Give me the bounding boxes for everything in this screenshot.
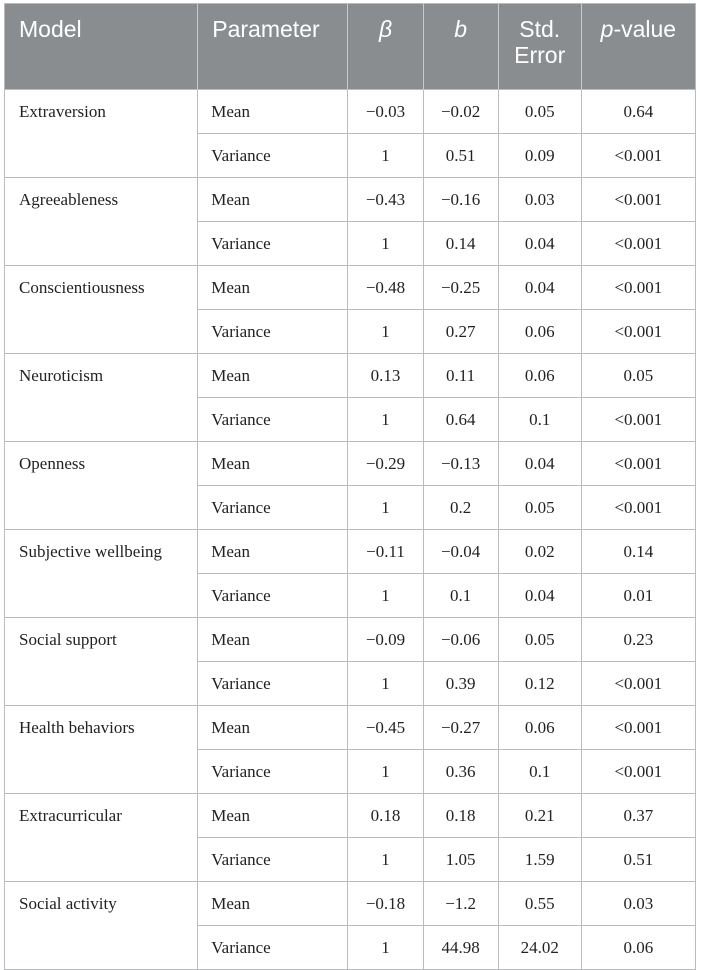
b-cell: 0.1 bbox=[423, 574, 498, 618]
parameter-cell: Mean bbox=[198, 90, 348, 134]
p-value-cell: 0.23 bbox=[581, 618, 695, 662]
model-name-cell: Openness bbox=[5, 442, 198, 530]
header-std-error-line1: Std. bbox=[519, 16, 561, 42]
model-name-cell: Social support bbox=[5, 618, 198, 706]
parameter-cell: Mean bbox=[198, 354, 348, 398]
std-error-cell: 0.1 bbox=[498, 750, 581, 794]
header-b: b bbox=[423, 4, 498, 90]
p-value-cell: 0.51 bbox=[581, 838, 695, 882]
model-name-cell: Extracurricular bbox=[5, 794, 198, 882]
parameter-cell: Variance bbox=[198, 926, 348, 970]
beta-cell: −0.18 bbox=[348, 882, 423, 926]
header-row bbox=[5, 4, 696, 90]
b-cell: −0.04 bbox=[423, 530, 498, 574]
parameter-cell: Mean bbox=[198, 266, 348, 310]
beta-cell: 1 bbox=[348, 310, 423, 354]
std-error-cell: 0.02 bbox=[498, 530, 581, 574]
beta-cell: 0.13 bbox=[348, 354, 423, 398]
std-error-cell: 0.05 bbox=[498, 618, 581, 662]
beta-cell: 1 bbox=[348, 750, 423, 794]
model-name-cell: Neuroticism bbox=[5, 354, 198, 442]
beta-cell: −0.43 bbox=[348, 178, 423, 222]
p-value-cell: <0.001 bbox=[581, 486, 695, 530]
parameter-cell: Variance bbox=[198, 310, 348, 354]
std-error-cell: 0.06 bbox=[498, 354, 581, 398]
model-name-cell: Conscientiousness bbox=[5, 266, 198, 354]
parameter-cell: Mean bbox=[198, 706, 348, 750]
std-error-cell: 0.04 bbox=[498, 266, 581, 310]
parameter-cell: Variance bbox=[198, 134, 348, 178]
std-error-cell: 0.05 bbox=[498, 90, 581, 134]
p-value-cell: 0.14 bbox=[581, 530, 695, 574]
table-row bbox=[5, 178, 696, 222]
table-row bbox=[5, 90, 696, 134]
p-value-cell: <0.001 bbox=[581, 310, 695, 354]
p-value-cell: <0.001 bbox=[581, 134, 695, 178]
b-cell: 44.98 bbox=[423, 926, 498, 970]
std-error-cell: 0.05 bbox=[498, 486, 581, 530]
table-row bbox=[5, 882, 696, 926]
header-p-italic: p bbox=[600, 16, 614, 42]
beta-cell: 1 bbox=[348, 574, 423, 618]
parameter-cell: Mean bbox=[198, 618, 348, 662]
model-name-cell: Subjective wellbeing bbox=[5, 530, 198, 618]
p-value-cell: <0.001 bbox=[581, 398, 695, 442]
p-value-cell: <0.001 bbox=[581, 266, 695, 310]
parameter-cell: Variance bbox=[198, 574, 348, 618]
beta-cell: 1 bbox=[348, 662, 423, 706]
header-std-error-line2: Error bbox=[514, 42, 566, 68]
model-name-cell: Extraversion bbox=[5, 90, 198, 178]
model-name-cell: Health behaviors bbox=[5, 706, 198, 794]
parameter-cell: Variance bbox=[198, 838, 348, 882]
std-error-cell: 0.55 bbox=[498, 882, 581, 926]
std-error-cell: 0.04 bbox=[498, 442, 581, 486]
b-cell: 0.27 bbox=[423, 310, 498, 354]
b-cell: −0.25 bbox=[423, 266, 498, 310]
p-value-cell: <0.001 bbox=[581, 706, 695, 750]
beta-cell: 0.18 bbox=[348, 794, 423, 838]
b-cell: 0.36 bbox=[423, 750, 498, 794]
p-value-cell: 0.64 bbox=[581, 90, 695, 134]
b-cell: −0.16 bbox=[423, 178, 498, 222]
header-parameter: Parameter bbox=[198, 4, 348, 90]
b-cell: −0.02 bbox=[423, 90, 498, 134]
table-row bbox=[5, 442, 696, 486]
b-cell: 0.39 bbox=[423, 662, 498, 706]
beta-cell: −0.09 bbox=[348, 618, 423, 662]
p-value-cell: 0.01 bbox=[581, 574, 695, 618]
beta-cell: −0.45 bbox=[348, 706, 423, 750]
table-row bbox=[5, 354, 696, 398]
std-error-cell: 0.1 bbox=[498, 398, 581, 442]
p-value-cell: 0.06 bbox=[581, 926, 695, 970]
results-table bbox=[4, 3, 696, 970]
parameter-cell: Mean bbox=[198, 442, 348, 486]
std-error-cell: 1.59 bbox=[498, 838, 581, 882]
b-cell: 0.51 bbox=[423, 134, 498, 178]
table-row bbox=[5, 706, 696, 750]
p-value-cell: <0.001 bbox=[581, 442, 695, 486]
beta-cell: −0.11 bbox=[348, 530, 423, 574]
b-cell: 0.11 bbox=[423, 354, 498, 398]
beta-cell: −0.48 bbox=[348, 266, 423, 310]
table-row bbox=[5, 618, 696, 662]
parameter-cell: Variance bbox=[198, 222, 348, 266]
p-value-cell: 0.37 bbox=[581, 794, 695, 838]
beta-cell: 1 bbox=[348, 486, 423, 530]
std-error-cell: 0.04 bbox=[498, 574, 581, 618]
b-cell: 0.64 bbox=[423, 398, 498, 442]
std-error-cell: 24.02 bbox=[498, 926, 581, 970]
std-error-cell: 0.06 bbox=[498, 310, 581, 354]
table-row bbox=[5, 530, 696, 574]
parameter-cell: Variance bbox=[198, 486, 348, 530]
parameter-cell: Variance bbox=[198, 398, 348, 442]
parameter-cell: Mean bbox=[198, 882, 348, 926]
b-cell: 1.05 bbox=[423, 838, 498, 882]
parameter-cell: Mean bbox=[198, 530, 348, 574]
b-cell: −0.06 bbox=[423, 618, 498, 662]
header-p-rest: -value bbox=[613, 16, 677, 42]
b-cell: −1.2 bbox=[423, 882, 498, 926]
model-name-cell: Agreeableness bbox=[5, 178, 198, 266]
beta-cell: 1 bbox=[348, 398, 423, 442]
parameter-cell: Mean bbox=[198, 178, 348, 222]
b-cell: −0.13 bbox=[423, 442, 498, 486]
p-value-cell: <0.001 bbox=[581, 662, 695, 706]
table-row bbox=[5, 794, 696, 838]
beta-cell: 1 bbox=[348, 838, 423, 882]
p-value-cell: <0.001 bbox=[581, 178, 695, 222]
b-cell: −0.27 bbox=[423, 706, 498, 750]
p-value-cell: 0.03 bbox=[581, 882, 695, 926]
header-model: Model bbox=[5, 4, 198, 90]
b-cell: 0.14 bbox=[423, 222, 498, 266]
p-value-cell: <0.001 bbox=[581, 750, 695, 794]
std-error-cell: 0.03 bbox=[498, 178, 581, 222]
std-error-cell: 0.12 bbox=[498, 662, 581, 706]
table-row bbox=[5, 266, 696, 310]
parameter-cell: Mean bbox=[198, 794, 348, 838]
beta-cell: −0.29 bbox=[348, 442, 423, 486]
std-error-cell: 0.06 bbox=[498, 706, 581, 750]
header-std-error bbox=[498, 4, 581, 90]
header-p-value bbox=[581, 4, 695, 90]
parameter-cell: Variance bbox=[198, 662, 348, 706]
beta-cell: 1 bbox=[348, 134, 423, 178]
header-beta: β bbox=[348, 4, 423, 90]
std-error-cell: 0.04 bbox=[498, 222, 581, 266]
beta-cell: 1 bbox=[348, 222, 423, 266]
beta-cell: 1 bbox=[348, 926, 423, 970]
model-name-cell: Social activity bbox=[5, 882, 198, 970]
p-value-cell: <0.001 bbox=[581, 222, 695, 266]
std-error-cell: 0.09 bbox=[498, 134, 581, 178]
parameter-cell: Variance bbox=[198, 750, 348, 794]
b-cell: 0.18 bbox=[423, 794, 498, 838]
p-value-cell: 0.05 bbox=[581, 354, 695, 398]
beta-cell: −0.03 bbox=[348, 90, 423, 134]
std-error-cell: 0.21 bbox=[498, 794, 581, 838]
b-cell: 0.2 bbox=[423, 486, 498, 530]
